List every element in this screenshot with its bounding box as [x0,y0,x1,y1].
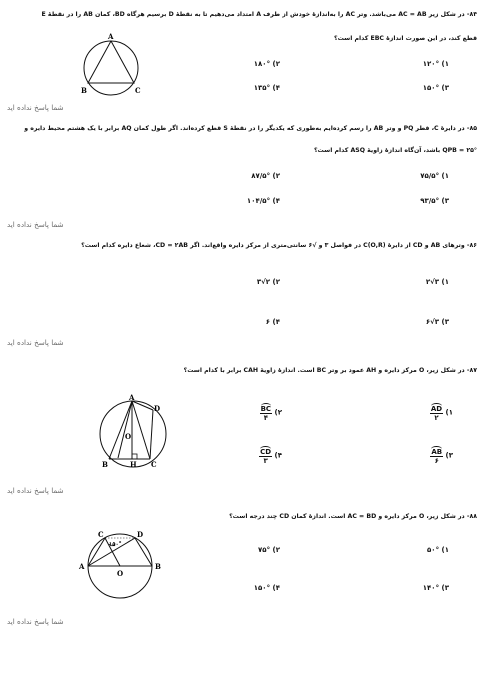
q87-option-2-fraction [260,403,272,422]
q88-label-angle: ۱۵۰° [109,541,122,548]
q87-label-c: C [151,460,157,469]
q86-option-3[interactable]: ۳) ۳√۶ [425,318,449,326]
q88-label-o: O [117,569,124,578]
q87-line-ab [109,401,132,459]
q84-option-2[interactable]: ۲) ۱۸۰° [253,60,280,68]
q87-right-angle [132,454,137,459]
q87-label-b: B [102,460,108,469]
q87-option-2-bottom: ۴ [263,414,268,422]
q87-option-3-top: AB [431,448,443,456]
q84-option-3[interactable]: ۳) ۱۵۰° [422,84,449,92]
q87-line-cd [150,410,153,459]
q88-option-1[interactable]: ۱) ۵۰° [427,546,449,554]
q85-option-3[interactable]: ۳) ۹۳/۵° [420,197,449,205]
q87-line-ao [118,401,132,458]
q87-option-2[interactable] [260,403,282,422]
q84-triangle [88,41,134,83]
q87-option-1-number: ۱) [445,408,453,417]
q87-option-4[interactable] [259,446,282,465]
q84-option-4[interactable]: ۴) ۱۳۵° [253,84,280,92]
q85-text-line1: ۸۵- در دایرهٔ C، قطر PQ و وتر AB را رسم کرده‌ایم به‌طوری که یکدیگر را در نقطهٔ S قطع کرده‌اند. اگر طول کمان AQ برابر با یک هشتم محیط دایره و [24,125,477,132]
q87-option-4-bottom: ۳ [263,457,268,465]
q88-label-a: A [79,562,85,571]
q84-text-line2: قطع کند، در این صورت اندازهٔ EBC کدام است؟ [334,35,477,42]
q87-option-4-fraction [259,446,272,465]
q87-option-1-fraction [430,403,443,422]
q87-option-3-fraction [430,446,443,465]
q88-line-bd [135,538,152,566]
q87-figure [93,393,173,473]
q87-option-2-top: BC [260,405,272,413]
q84-label-a: A [108,33,114,41]
q87-option-1-top: AD [430,405,443,413]
q88-label-d: D [137,530,144,539]
q87-line-ac [132,401,150,459]
q84-option-1[interactable]: ۱) ۱۲۰° [422,60,449,68]
q87-no-answer: شما پاسخ نداده اید [7,486,64,495]
q87-label-d: D [154,404,161,413]
q84-figure [75,33,155,98]
q88-option-3[interactable]: ۳) ۱۴۰° [422,584,449,592]
q87-option-3-number: ۳) [445,451,453,460]
q88-no-answer: شما پاسخ نداده اید [7,617,64,626]
q84-label-c: C [135,86,141,95]
q88-figure [75,530,167,602]
q85-text-line2: QPB = ۲۵° باشد، آن‌گاه اندازهٔ زاویهٔ ASQ کدام است؟ [313,147,477,154]
q87-label-h: H [130,460,137,469]
q88-label-b: B [155,562,161,571]
q86-option-4[interactable]: ۴) ۶ [265,318,280,326]
q87-option-2-number: ۲) [274,408,282,417]
q84-label-b: B [81,86,87,95]
q88-text-line1: ۸۸- در شکل زیر، O مرکز دایره و AC = BD است. اندازهٔ کمان CD چند درجه است؟ [229,513,477,520]
q87-option-3-bottom: ۶ [434,457,439,465]
q84-no-answer: شما پاسخ نداده اید [7,103,64,112]
q85-option-1[interactable]: ۱) ۷۵/۵° [420,172,449,180]
q87-option-1[interactable] [430,403,453,422]
q87-label-o: O [125,432,132,441]
q87-option-4-top: CD [260,448,272,456]
q87-option-4-number: ۴) [274,451,282,460]
q86-option-1[interactable]: ۱) ۳√۲ [425,278,449,286]
q85-no-answer: شما پاسخ نداده اید [7,220,64,229]
q85-option-4[interactable]: ۴) ۱۰۴/۵° [246,197,280,205]
q86-text-line1: ۸۶- وترهای AB و CD از دایرهٔ C(O,R) در فواصل ۳ و √۶ سانتی‌متری از مرکز دایره واقع‌اند. اگر CD = ۲AB، شعاع دایره کدام است؟ [81,242,477,249]
q84-text-line1: ۸۴- در شکل زیر AC = AB می‌باشد. وتر AC را به‌اندازهٔ خودش از طرف A امتداد می‌دهیم تا به نقطهٔ D برسیم هرگاه BD، کمان AB را در نقطهٔ E [41,11,477,18]
q88-option-4[interactable]: ۴) ۱۵۰° [253,584,280,592]
q87-label-a: A [129,393,135,402]
q85-option-2[interactable]: ۲) ۸۷/۵° [251,172,280,180]
q88-option-2[interactable]: ۲) ۷۵° [258,546,280,554]
q86-no-answer: شما پاسخ نداده اید [7,338,64,347]
q86-option-2[interactable]: ۲) ۲√۳ [256,278,280,286]
q87-text-line1: ۸۷- در شکل زیر، O مرکز دایره و AH عمود بر وتر BC است. اندازهٔ زاویهٔ CAH برابر با کدام است؟ [183,367,477,374]
q87-option-1-bottom: ۲ [434,414,439,422]
q84-circle [84,41,138,95]
q87-option-3[interactable] [430,446,453,465]
q88-line-ac [88,538,105,566]
q88-label-c: C [98,530,104,539]
